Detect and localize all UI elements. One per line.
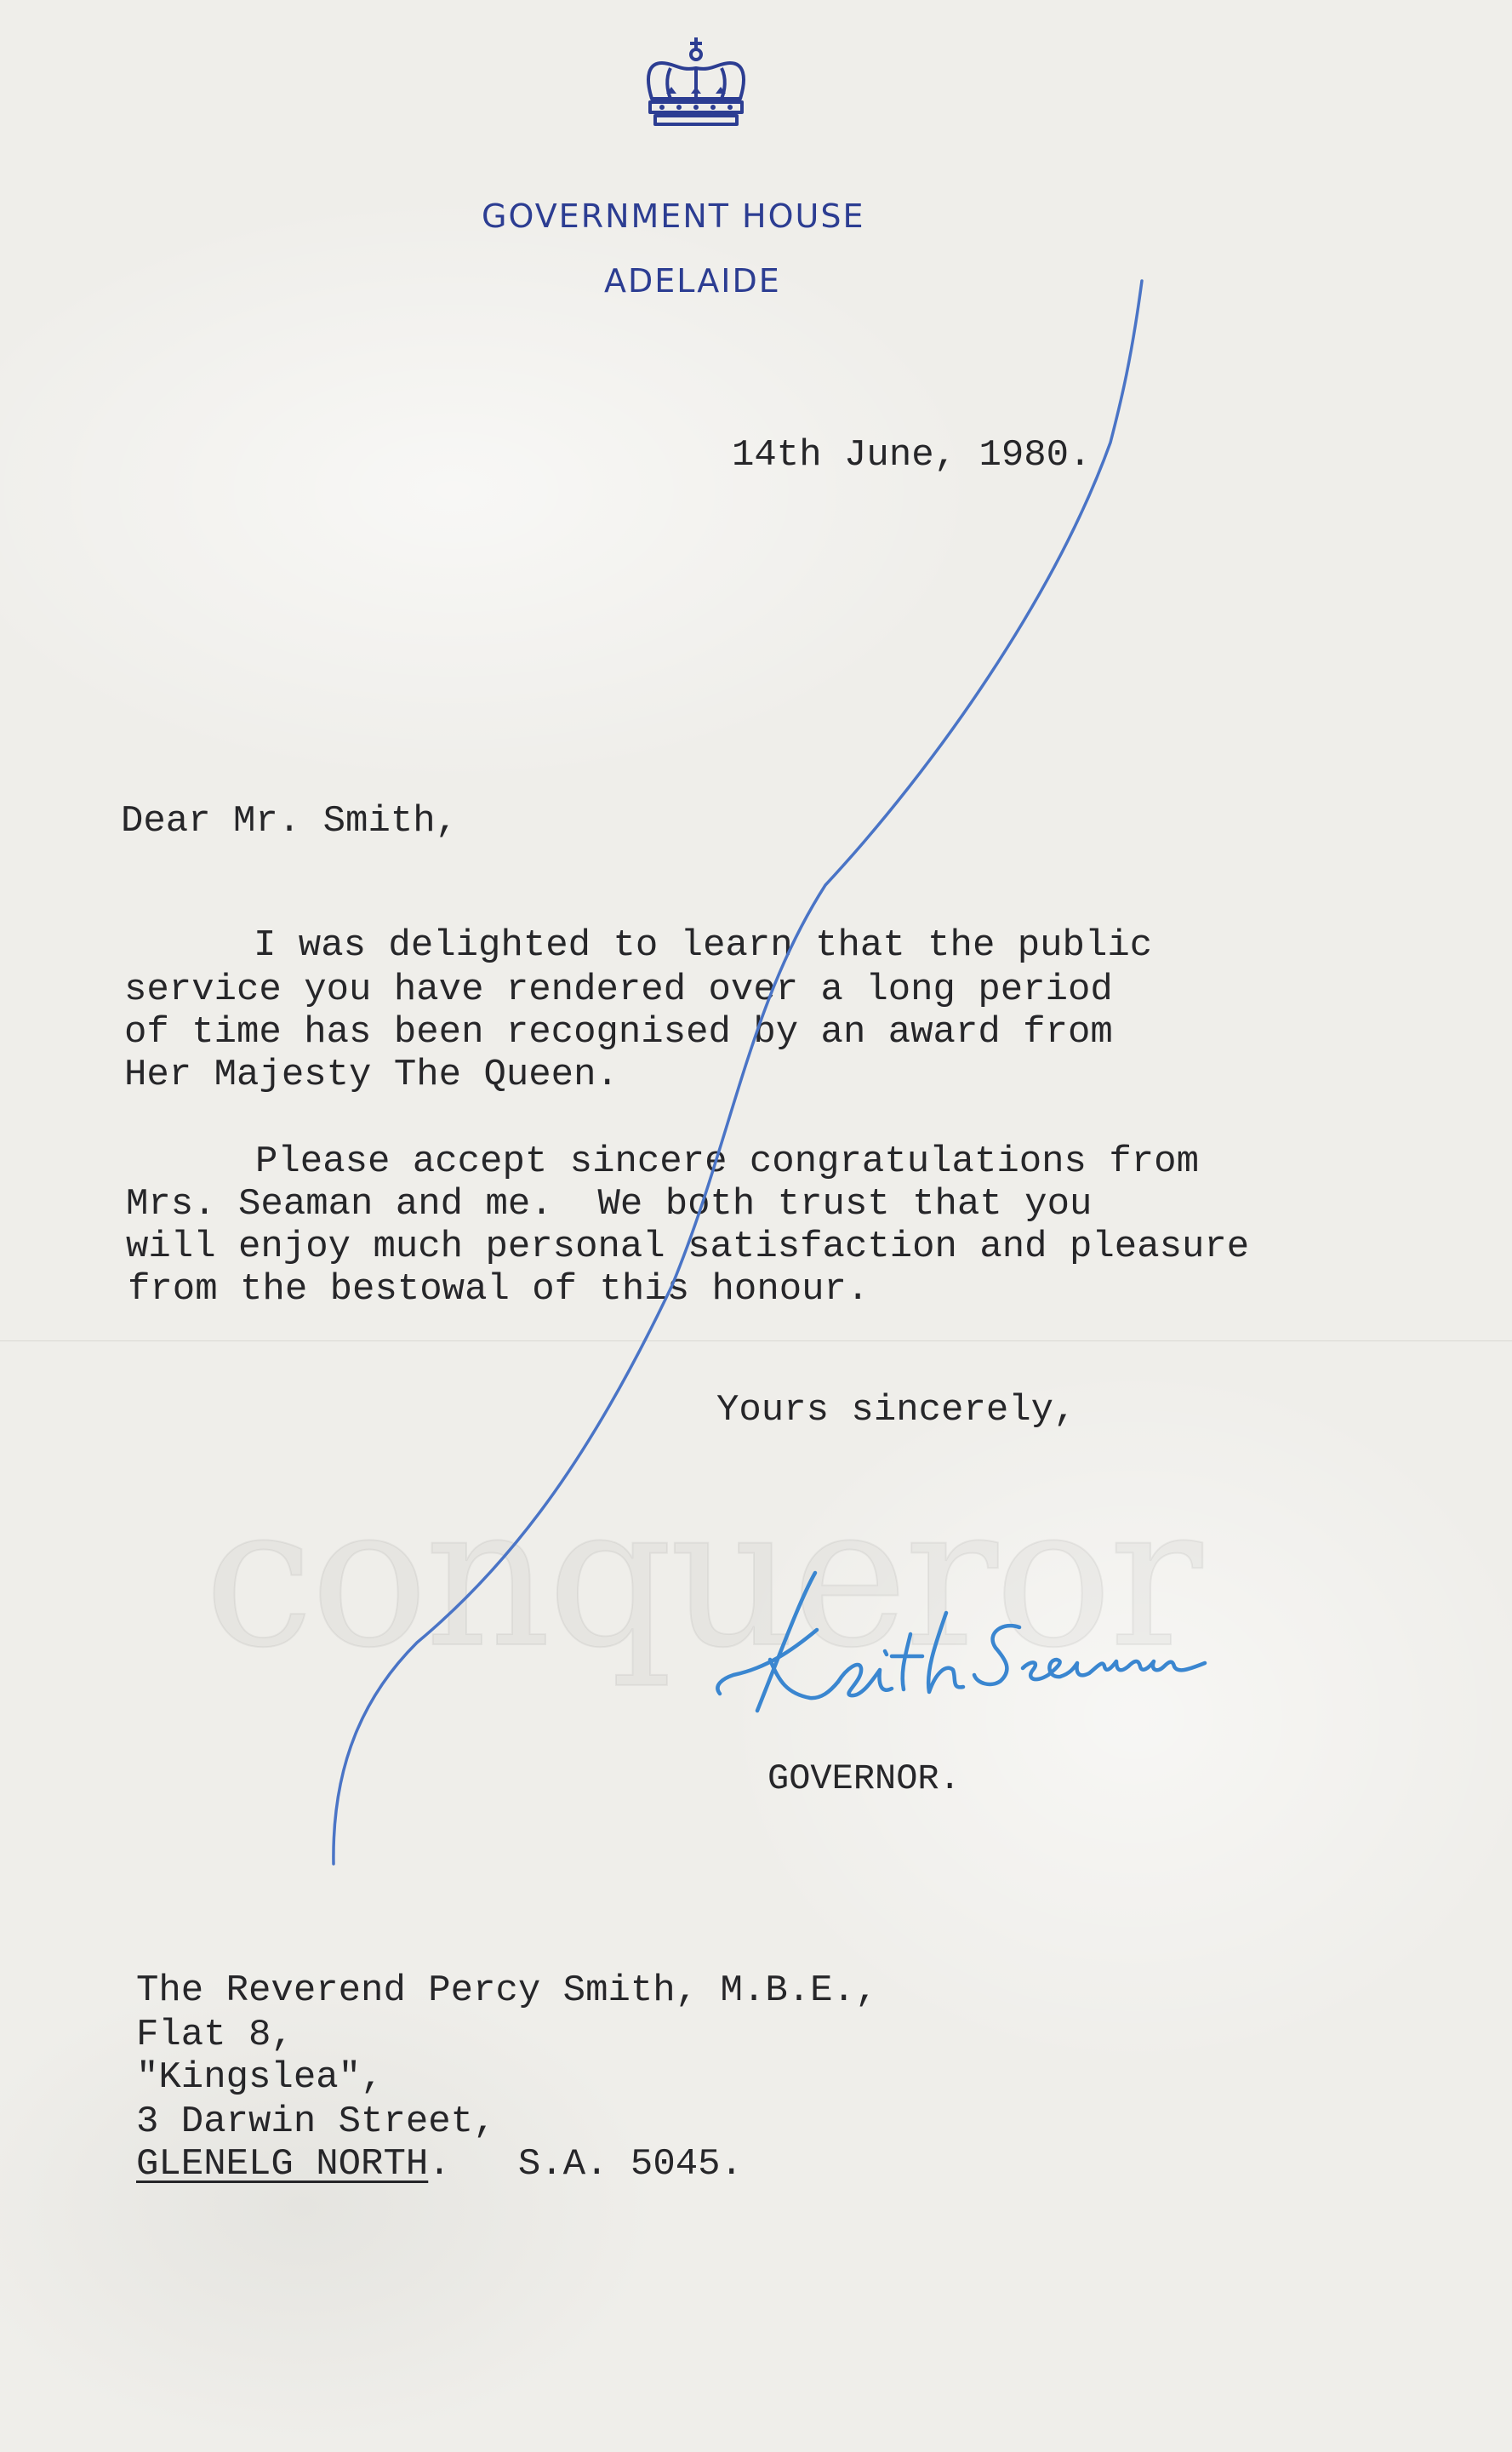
salutation: Dear Mr. Smith, xyxy=(121,800,459,843)
paragraph-2-line: Mrs. Seaman and me. We both trust that you xyxy=(126,1183,1093,1226)
address-period: . xyxy=(428,2143,518,2186)
letter-date: 14th June, 1980. xyxy=(732,434,1092,477)
paragraph-2-line: from the bestowal of this honour. xyxy=(128,1268,870,1311)
letterhead-title: GOVERNMENT HOUSE xyxy=(482,197,865,235)
closing: Yours sincerely, xyxy=(716,1389,1076,1432)
paragraph-1-line: Her Majesty The Queen. xyxy=(124,1054,619,1096)
paragraph-2-line: Please accept sincere congratulations from xyxy=(255,1140,1199,1183)
address-line: "Kingslea", xyxy=(136,2056,384,2099)
paragraph-1-line: service you have rendered over a long period xyxy=(124,969,1113,1011)
paragraph-2-line: will enjoy much personal satisfaction and pleasure xyxy=(126,1226,1250,1268)
address-state-postcode: S.A. 5045. xyxy=(517,2143,743,2186)
address-line: The Reverend Percy Smith, M.B.E., xyxy=(136,1969,878,2012)
signatory-title: GOVERNOR. xyxy=(767,1758,961,1799)
address-suburb: GLENELG NORTH xyxy=(136,2143,429,2186)
address-line: 3 Darwin Street, xyxy=(136,2100,496,2143)
paper-watermark: conqueror xyxy=(204,1464,1200,1691)
paragraph-1-line: of time has been recognised by an award from xyxy=(124,1011,1113,1054)
paragraph-1-line: I was delighted to learn that the public xyxy=(254,924,1153,967)
address-line: Flat 8, xyxy=(136,2014,294,2056)
letterhead-city: ADELAIDE xyxy=(604,262,781,300)
